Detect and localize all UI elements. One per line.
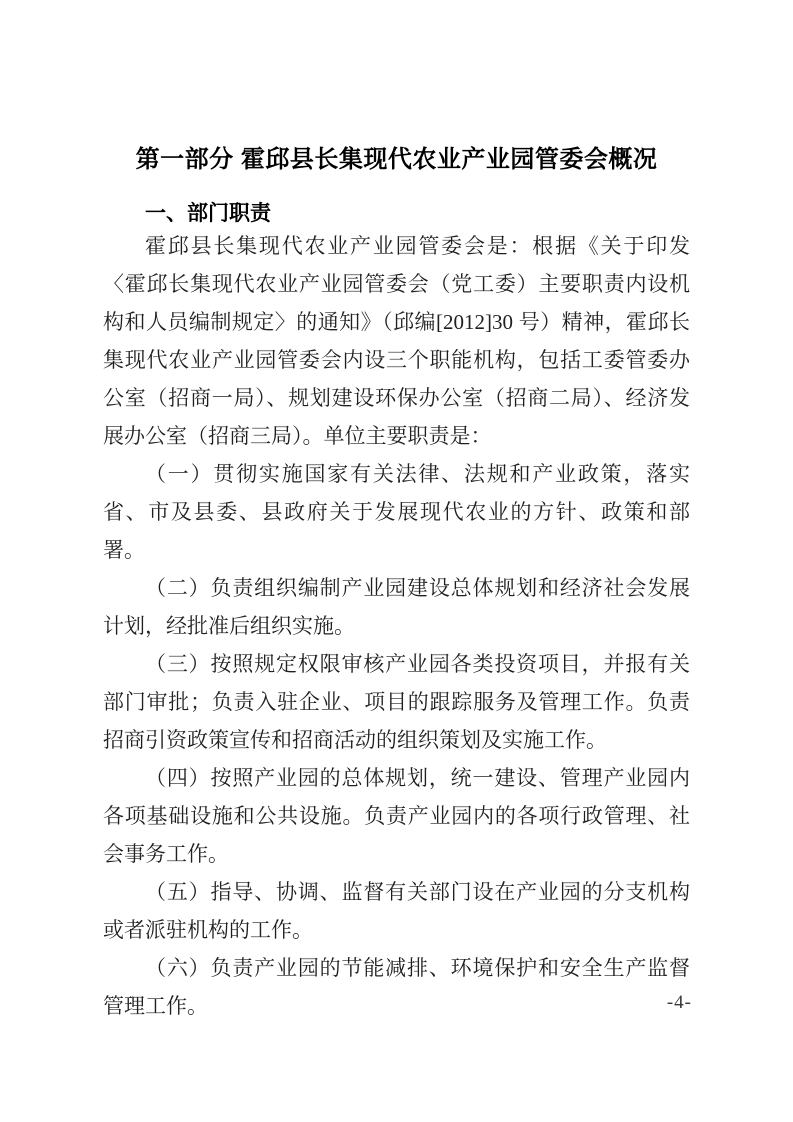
paragraph: （三）按照规定权限审核产业园各类投资项目，并报有关部门审批；负责入驻企业、项目的跟踪服务及管理工作。负责招商引资政策宣传和招商活动的组织策划及实施工作。 bbox=[103, 652, 690, 752]
page-title: 第一部分 霍邱县长集现代农业产业园管委会概况 bbox=[135, 146, 658, 173]
body-paragraphs bbox=[103, 227, 690, 1025]
paragraph: （五）指导、协调、监督有关部门设在产业园的分支机构或者派驻机构的工作。 bbox=[103, 880, 690, 942]
page-number: -4- bbox=[666, 992, 692, 1013]
paragraph: （二）负责组织编制产业园建设总体规划和经济社会发展计划，经批准后组织实施。 bbox=[103, 576, 690, 638]
paragraph: （一）贯彻实施国家有关法律、法规和产业政策，落实省、市及县委、县政府关于发展现代农业的方针、政策和部署。 bbox=[103, 462, 690, 562]
paragraph: 霍邱县长集现代农业产业园管委会是：根据《关于印发〈霍邱长集现代农业产业园管委会（党工委）主要职责内设机构和人员编制规定〉的通知》（邱编[2012]30 号）精神，霍邱长集现代农业产业园管委会内设三个职能机构，包括工委管委办公室（招商一局）、规划建设环保办公室（招商二局）、经济发展办公室（招商三局）。单位主要职责是： bbox=[103, 234, 690, 448]
section-heading: 一、部门职责 bbox=[145, 202, 271, 225]
paragraph: （四）按照产业园的总体规划，统一建设、管理产业园内各项基础设施和公共设施。负责产业园内的各项行政管理、社会事务工作。 bbox=[103, 766, 690, 866]
paragraph: （六）负责产业园的节能减排、环境保护和安全生产监督管理工作。 bbox=[103, 956, 690, 1018]
